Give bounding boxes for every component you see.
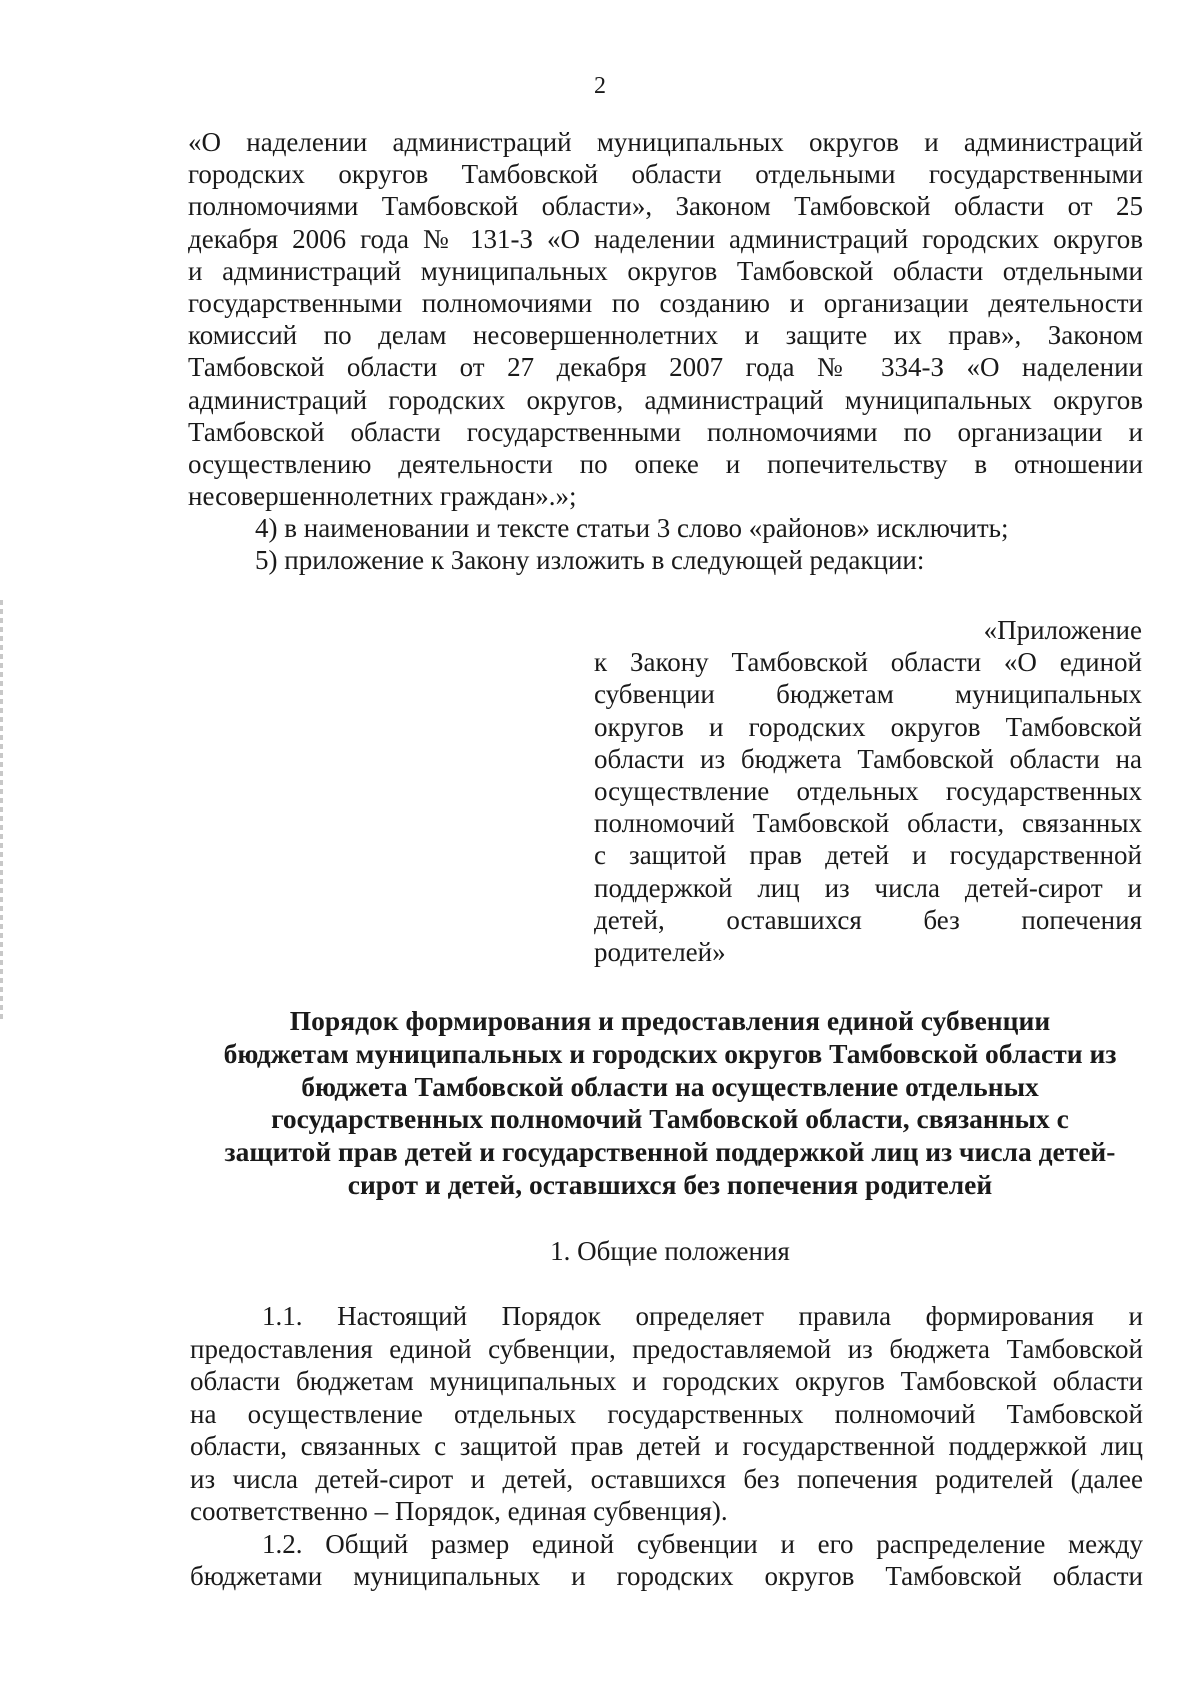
- appendix-line: родителей»: [594, 937, 726, 968]
- appendix-line: полномочий Тамбовской области, связанных: [594, 808, 1142, 839]
- page-number: 2: [594, 73, 606, 99]
- appendix-line: области из бюджета Тамбовской области на: [594, 743, 1142, 774]
- scan-edge-artifact: [0, 600, 3, 1020]
- intro-line: полномочиями Тамбовской области», Законом Тамбовской области от 25: [188, 191, 1143, 222]
- intro-line: декабря 2006 года № 131-З «О наделении администраций городских округов: [188, 223, 1143, 254]
- body-line: из числа детей-сирот и детей, оставшихся без попечения родителей (далее: [190, 1463, 1143, 1494]
- section-heading: [180, 1235, 1160, 1267]
- body-line: области, связанных с защитой прав детей и государственной поддержкой лиц: [190, 1431, 1143, 1461]
- body-paragraphs: [190, 1300, 1143, 1593]
- appendix-line: с защитой прав детей и государственной: [594, 840, 1142, 871]
- order-title-line: бюджетам муниципальных и городских округов Тамбовской области из: [223, 1037, 1117, 1069]
- body-line: бюджетами муниципальных и городских округов Тамбовской области: [190, 1561, 1143, 1591]
- intro-line: администраций городских округов, администраций муниципальных округов: [188, 384, 1143, 415]
- order-title: [180, 1005, 1160, 1202]
- order-title-line: сирот и детей, оставшихся без попечения родителей: [347, 1168, 993, 1200]
- order-title-line: Порядок формирования и предоставления единой субвенции: [289, 1005, 1051, 1036]
- appendix-line: к Закону Тамбовской области «О единой: [594, 647, 1142, 678]
- order-title-line: защитой прав детей и государственной поддержкой лиц из числа детей-: [224, 1136, 1116, 1168]
- amendment-item: 5) приложение к Закону изложить в следующей редакции:: [255, 545, 925, 576]
- body-line: области бюджетам муниципальных и городских округов Тамбовской области: [190, 1366, 1143, 1396]
- appendix-line: субвенции бюджетам муниципальных: [594, 679, 1142, 710]
- intro-line: «О наделении администраций муниципальных округов и администраций: [188, 127, 1143, 157]
- intro-line: несовершеннолетних граждан».»;: [188, 481, 577, 512]
- amendment-item: 4) в наименовании и тексте статьи 3 слово «районов» исключить;: [255, 513, 1009, 543]
- intro-line: государственными полномочиями по созданию и организации деятельности: [188, 288, 1143, 319]
- body-line: на осуществление отдельных государственных полномочий Тамбовской: [190, 1398, 1143, 1429]
- body-line: соответственно – Порядок, единая субвенция).: [190, 1496, 728, 1526]
- body-line: 1.2. Общий размер единой субвенции и его распределение между: [262, 1528, 1143, 1559]
- intro-line: Тамбовской области от 27 декабря 2007 года № 334-З «О наделении: [188, 352, 1143, 383]
- intro-line: Тамбовской области государственными полномочиями по организации и: [188, 416, 1143, 447]
- order-title-line: государственных полномочий Тамбовской области, связанных с: [271, 1103, 1069, 1135]
- appendix-line: округов и городских округов Тамбовской: [594, 711, 1142, 742]
- intro-paragraph: [188, 126, 1143, 512]
- appendix-line: детей, оставшихся без попечения: [594, 904, 1142, 935]
- order-title-line: бюджета Тамбовской области на осуществление отдельных: [301, 1070, 1039, 1102]
- appendix-heading: «Приложение: [983, 615, 1142, 645]
- appendix-line: поддержкой лиц из числа детей-сирот и: [594, 872, 1142, 903]
- appendix-line: осуществление отдельных государственных: [594, 776, 1142, 807]
- body-line: предоставления единой субвенции, предоставляемой из бюджета Тамбовской: [190, 1333, 1143, 1364]
- intro-line: городских округов Тамбовской области отдельными государственными: [188, 159, 1143, 190]
- intro-line: комиссий по делам несовершеннолетних и защите их прав», Законом: [188, 320, 1143, 351]
- intro-line: осуществлению деятельности по опеке и попечительству в отношении: [188, 449, 1143, 480]
- intro-line: и администраций муниципальных округов Тамбовской области отдельными: [188, 255, 1143, 286]
- appendix-reference: [594, 614, 1142, 968]
- body-line: 1.1. Настоящий Порядок определяет правила формирования и: [262, 1301, 1143, 1331]
- amendment-items: [188, 512, 1143, 576]
- section-heading-text: 1. Общие положения: [550, 1236, 790, 1266]
